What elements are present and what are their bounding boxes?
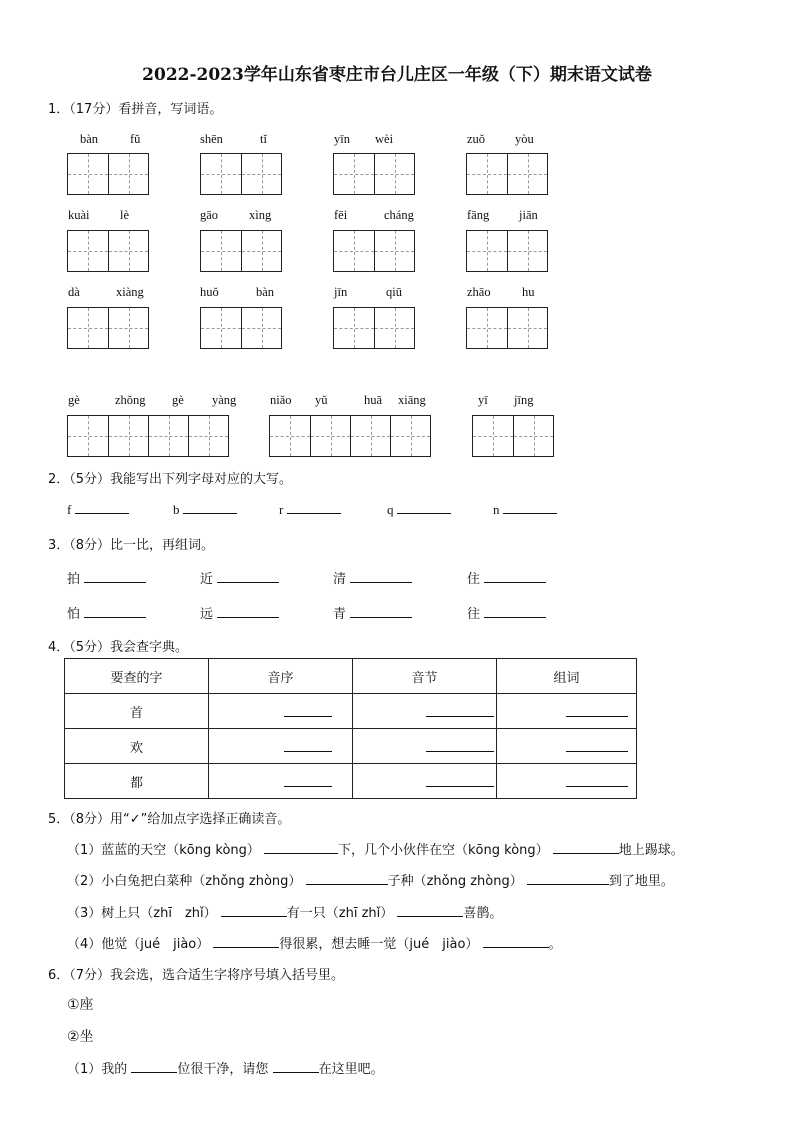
pinyin: shēn	[200, 132, 223, 146]
pinyin: xiàng	[116, 285, 144, 299]
pinyin: tǐ	[260, 132, 267, 146]
pinyin: jiān	[519, 208, 538, 222]
pinyin: xìng	[249, 208, 272, 222]
answer-blank[interactable]	[553, 841, 619, 854]
writing-grid[interactable]	[466, 307, 548, 349]
q1-heading: 1．（17分）看拼音，写词语。	[48, 102, 223, 117]
answer-cell[interactable]	[353, 694, 497, 729]
pinyin: gāo	[200, 208, 219, 222]
table-cell: 都	[65, 764, 209, 799]
answer-blank[interactable]	[273, 1060, 319, 1073]
column-header: 音序	[209, 659, 353, 694]
q3-item: 青	[333, 603, 412, 622]
answer-cell[interactable]	[209, 729, 353, 764]
pinyin: dà	[68, 285, 80, 299]
q2-item: r	[279, 501, 341, 518]
q6-heading: 6．（7分）我会选，选合适生字将序号填入括号里。	[48, 968, 345, 983]
page-title: 2022-2023学年山东省枣庄市台儿庄区一年级（下）期末语文试卷	[142, 65, 652, 85]
q3-item: 近	[200, 568, 279, 587]
table-cell: 首	[65, 694, 209, 729]
q3-item: 怕	[67, 603, 146, 622]
answer-blank[interactable]	[503, 501, 557, 514]
pinyin: huǒ	[200, 285, 219, 299]
q6-option-1: ①座	[67, 997, 94, 1013]
answer-blank[interactable]	[213, 935, 279, 948]
q2-heading: 2．（5分）我能写出下列字母对应的大写。	[48, 472, 293, 487]
writing-grid[interactable]	[466, 230, 548, 272]
q5-heading: 5．（8分）用“✓”给加点字选择正确读音。	[48, 812, 291, 827]
q3-heading: 3．（8分）比一比，再组词。	[48, 538, 215, 553]
column-header: 音节	[353, 659, 497, 694]
q2-item: f	[67, 501, 129, 518]
q3-item: 往	[467, 603, 546, 622]
answer-cell[interactable]	[353, 729, 497, 764]
answer-blank[interactable]	[350, 570, 412, 583]
pinyin: yàng	[212, 393, 237, 407]
pinyin: bàn	[80, 132, 99, 146]
answer-cell[interactable]	[497, 729, 637, 764]
q3-item: 远	[200, 603, 279, 622]
pinyin: yǔ	[315, 393, 328, 407]
writing-grid[interactable]	[333, 153, 415, 195]
pinyin: gè	[172, 393, 184, 407]
pinyin: qiū	[386, 285, 402, 299]
pinyin: niǎo	[270, 393, 292, 407]
q4-heading: 4．（5分）我会查字典。	[48, 640, 189, 655]
pinyin: wèi	[375, 132, 394, 146]
answer-blank[interactable]	[84, 605, 146, 618]
pinyin: kuài	[68, 208, 90, 222]
writing-grid[interactable]	[333, 230, 415, 272]
q6-sentence-1: （1）我的 位很干净，请您 在这里吧。	[67, 1062, 384, 1077]
q5-sentence-3: （3）树上只（zhī zhǐ） 有一只（zhī zhǐ） 喜鹊。	[67, 906, 503, 921]
q3-item: 拍	[67, 568, 146, 587]
pinyin: gè	[68, 393, 80, 407]
pinyin: yī	[478, 393, 488, 407]
q5-sentence-2: （2）小白兔把白菜种（zhǒng zhòng） 子种（zhǒng zhòng） 到了地里。	[67, 874, 674, 889]
writing-grid[interactable]	[67, 230, 149, 272]
pinyin: jīn	[334, 285, 348, 299]
answer-blank[interactable]	[75, 501, 129, 514]
writing-grid[interactable]	[200, 307, 282, 349]
answer-blank[interactable]	[84, 570, 146, 583]
table-row	[65, 729, 637, 764]
writing-grid[interactable]	[466, 153, 548, 195]
q3-item: 清	[333, 568, 412, 587]
q5-sentence-4: （4）他觉（jué jiào） 得很累，想去睡一觉（jué jiào） 。	[67, 937, 562, 952]
answer-blank[interactable]	[397, 904, 463, 917]
column-header: 要查的字	[65, 659, 209, 694]
answer-blank[interactable]	[306, 872, 388, 885]
answer-blank[interactable]	[350, 605, 412, 618]
answer-blank[interactable]	[131, 1060, 177, 1073]
answer-blank[interactable]	[397, 501, 451, 514]
answer-blank[interactable]	[483, 935, 549, 948]
q2-item: n	[493, 501, 557, 518]
q5-sentence-1: （1）蓝蓝的天空（kōng kòng） 下，几个小伙伴在空（kōng kòng） 地上踢球。	[67, 843, 684, 858]
pinyin: cháng	[384, 208, 414, 222]
writing-grid[interactable]	[333, 307, 415, 349]
answer-blank[interactable]	[221, 904, 287, 917]
answer-cell[interactable]	[497, 764, 637, 799]
answer-blank[interactable]	[264, 841, 338, 854]
writing-grid[interactable]	[200, 230, 282, 272]
answer-cell[interactable]	[209, 764, 353, 799]
table-row	[65, 764, 637, 799]
answer-blank[interactable]	[183, 501, 237, 514]
pinyin: yīn	[334, 132, 350, 146]
pinyin: jīng	[514, 393, 534, 407]
pinyin: lè	[120, 208, 130, 222]
pinyin: fǔ	[130, 132, 141, 146]
pinyin: bàn	[256, 285, 275, 299]
table-row	[65, 694, 637, 729]
answer-blank[interactable]	[217, 605, 279, 618]
writing-grid[interactable]	[269, 415, 431, 457]
q2-item: b	[173, 501, 237, 518]
pinyin: hu	[522, 285, 535, 299]
answer-blank[interactable]	[484, 570, 546, 583]
writing-grid[interactable]	[472, 415, 554, 457]
q6-option-2: ②坐	[67, 1029, 94, 1045]
pinyin: zuǒ	[467, 132, 486, 146]
writing-grid[interactable]	[67, 153, 149, 195]
pinyin: fēi	[334, 208, 348, 222]
pinyin: zhāo	[467, 285, 491, 299]
table-cell: 欢	[65, 729, 209, 764]
answer-cell[interactable]	[497, 694, 637, 729]
answer-blank[interactable]	[217, 570, 279, 583]
writing-grid[interactable]	[67, 415, 229, 457]
pinyin: xiāng	[398, 393, 426, 407]
answer-blank[interactable]	[287, 501, 341, 514]
dictionary-table	[64, 658, 637, 799]
pinyin: huā	[364, 393, 383, 407]
pinyin: yòu	[515, 132, 534, 146]
pinyin: zhǒng	[115, 393, 146, 407]
pinyin: fāng	[467, 208, 490, 222]
answer-blank[interactable]	[527, 872, 609, 885]
table-header-row	[65, 659, 637, 694]
answer-blank[interactable]	[484, 605, 546, 618]
column-header: 组词	[497, 659, 637, 694]
answer-cell[interactable]	[209, 694, 353, 729]
q2-item: q	[387, 501, 451, 518]
writing-grid[interactable]	[67, 307, 149, 349]
q3-item: 住	[467, 568, 546, 587]
writing-grid[interactable]	[200, 153, 282, 195]
answer-cell[interactable]	[353, 764, 497, 799]
